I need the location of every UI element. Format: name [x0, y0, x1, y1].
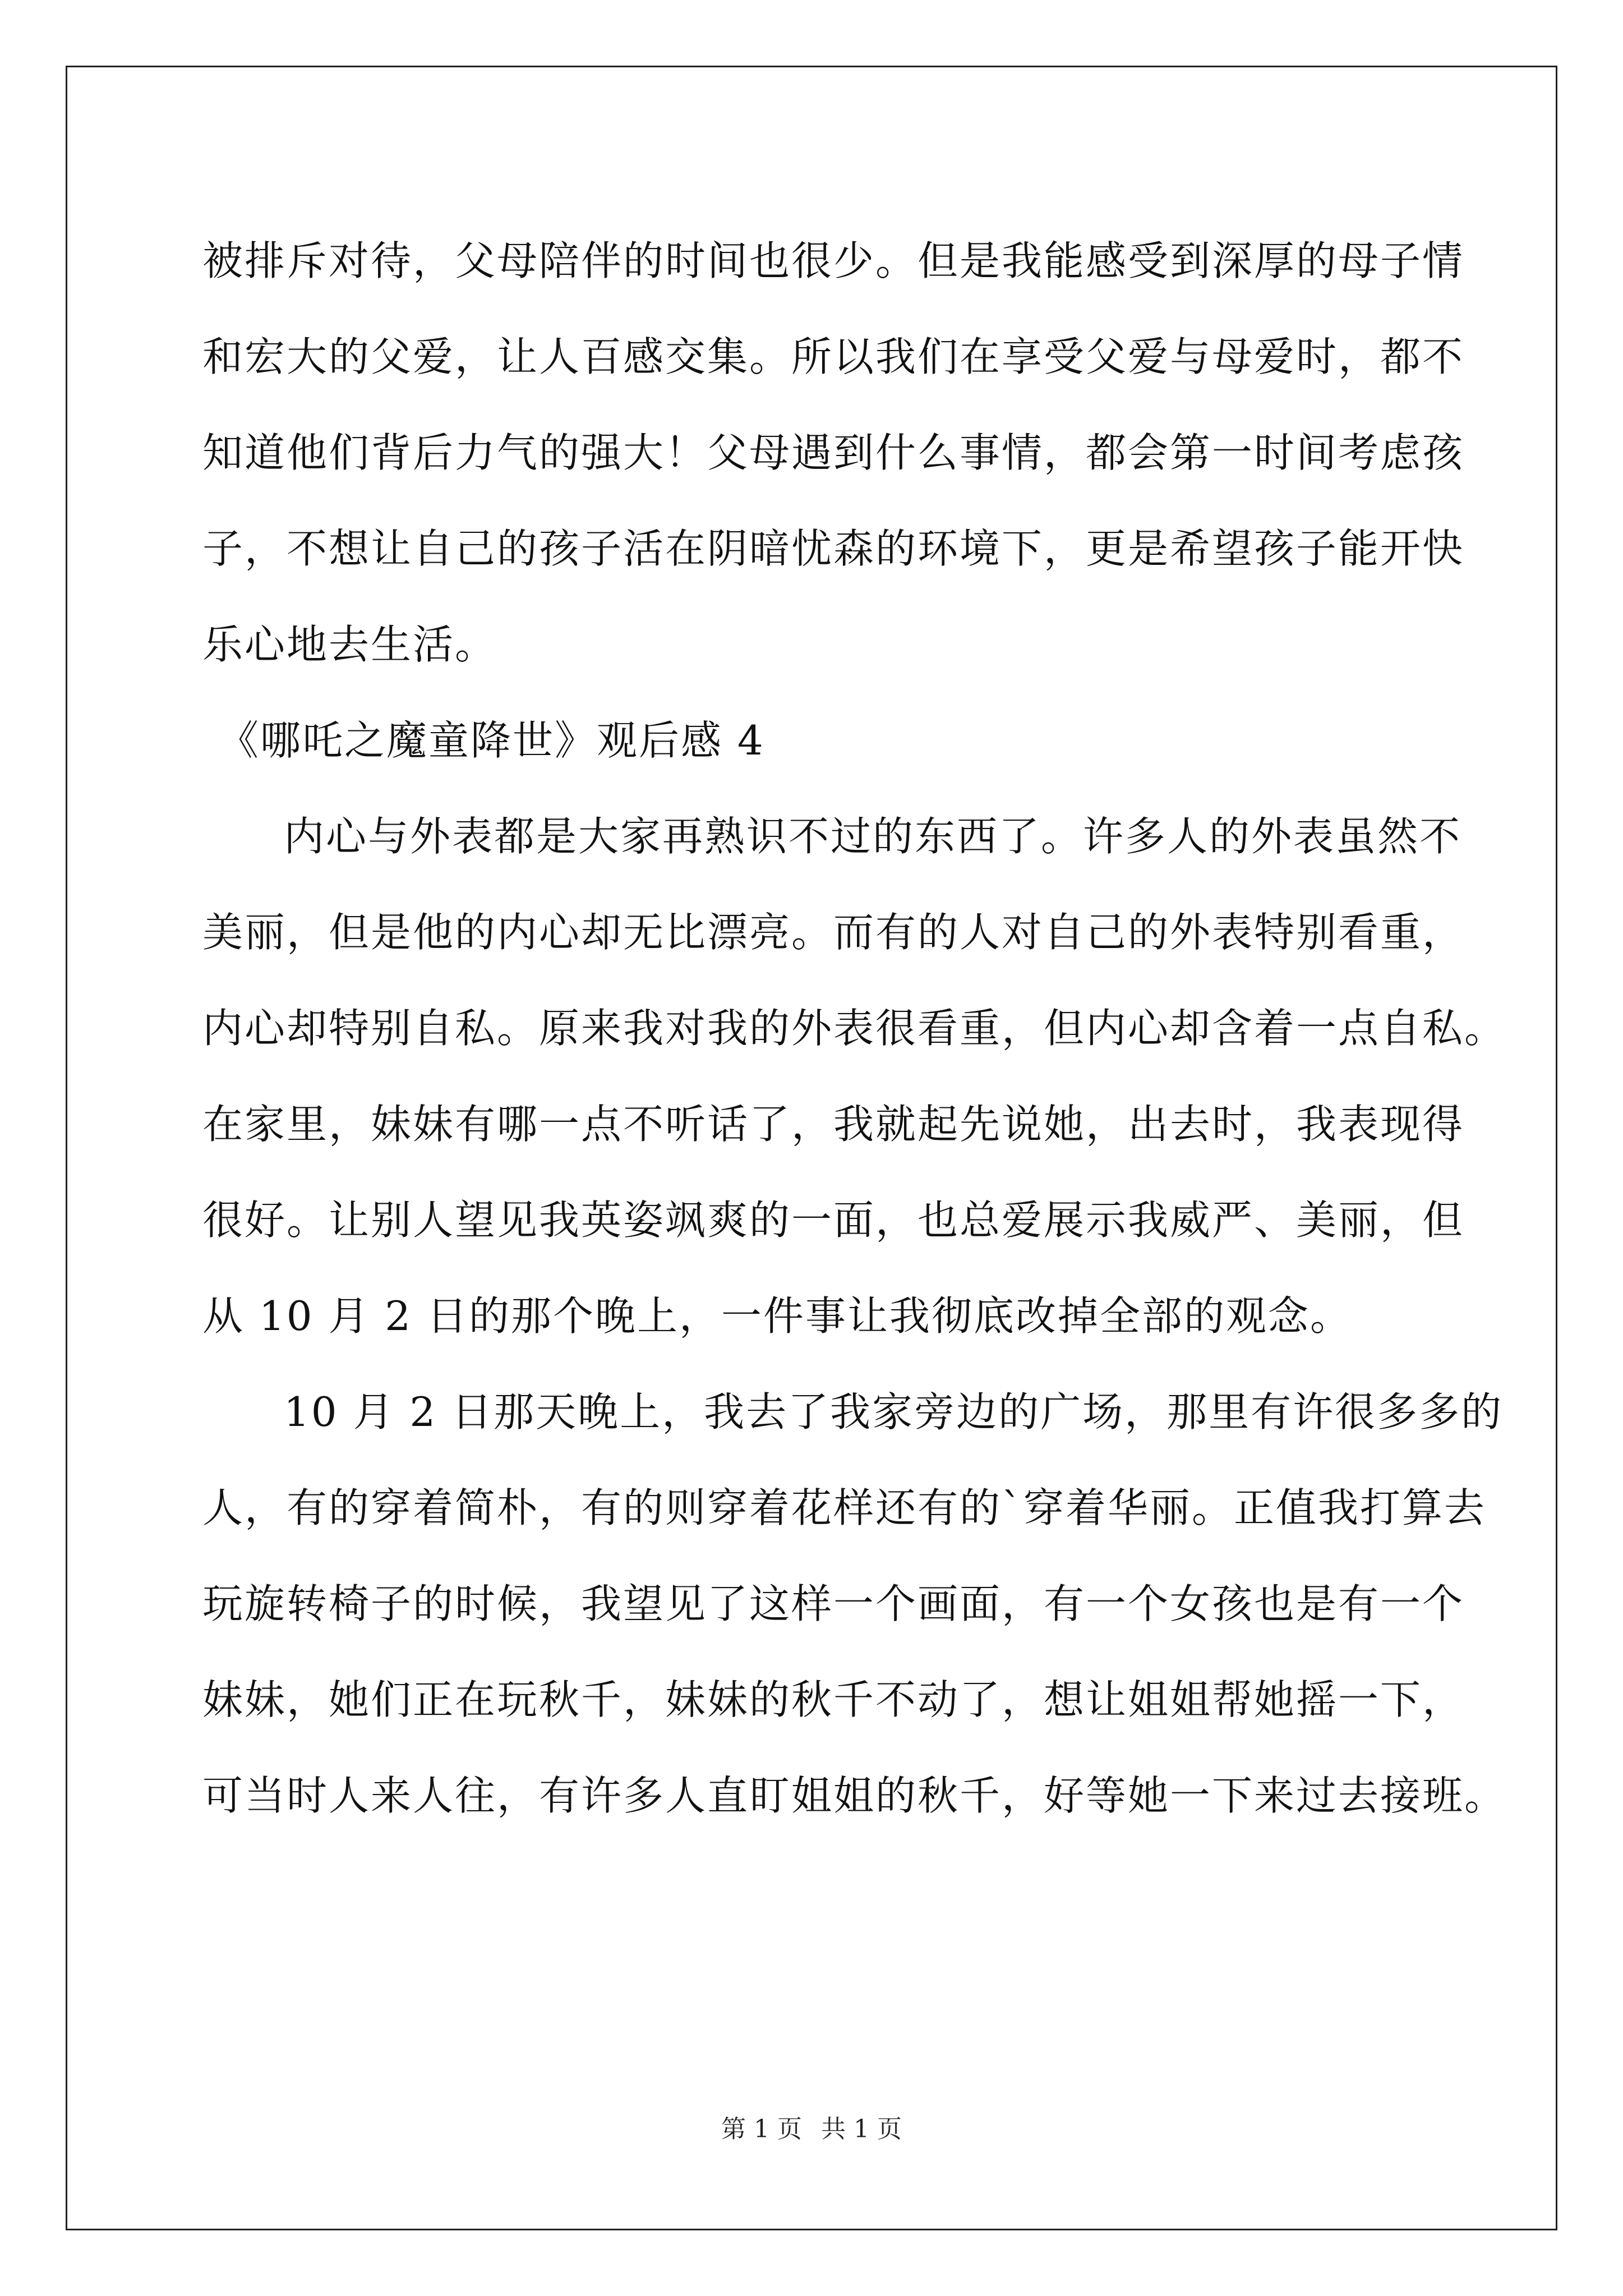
text-line-5: 乐心地去生活。 — [202, 621, 497, 668]
page-number-current: 第 1 页 — [721, 2115, 802, 2143]
text-line-11: 很好。让别人望见我英姿飒爽的一面，也总爱展示我威严、美丽，但 — [202, 1197, 1465, 1244]
text-line-17: 可当时人来人往，有许多人直盯姐姐的秋千，好等她一下来过去接班。 — [202, 1772, 1507, 1819]
text-line-16: 妹妹，她们正在玩秋千，妹妹的秋千不动了，想让姐姐帮她摇一下， — [202, 1676, 1465, 1723]
text-line-9: 内心却特别自私。原来我对我的外表很看重，但内心却含着一点自私。 — [202, 1005, 1507, 1052]
text-line-15: 玩旋转椅子的时候，我望见了这样一个画面，有一个女孩也是有一个 — [202, 1580, 1465, 1627]
paragraph-start-line: 内心与外表都是大家再熟识不过的东西了。许多人的外表虽然不 — [284, 813, 1462, 860]
page-footer — [0, 2113, 1623, 2146]
text-line-14: 人，有的穿着简朴，有的则穿着花样还有的`穿着华丽。正值我打算去 — [202, 1484, 1487, 1531]
text-line-3: 知道他们背后力气的强大！父母遇到什么事情，都会第一时间考虑孩 — [202, 429, 1465, 476]
document-body — [202, 213, 1507, 1844]
text-line-12: 从 10 月 2 日的那个晚上，一件事让我彻底改掉全部的观念。 — [202, 1292, 1352, 1340]
text-line-2: 和宏大的父爱，让人百感交集。所以我们在享受父爱与母爱时，都不 — [202, 333, 1465, 380]
section-heading: 《哪吒之魔童降世》观后感 4 — [218, 717, 765, 764]
text-line-4: 子，不想让自己的孩子活在阴暗忧森的环境下，更是希望孩子能开快 — [202, 525, 1465, 572]
text-line-8: 美丽，但是他的内心却无比漂亮。而有的人对自己的外表特别看重， — [202, 909, 1465, 956]
text-line-10: 在家里，妹妹有哪一点不听话了，我就起先说她，出去时，我表现得 — [202, 1101, 1465, 1148]
page-number-total: 共 1 页 — [821, 2115, 902, 2143]
paragraph-start-line: 10 月 2 日那天晚上，我去了我家旁边的广场，那里有许很多多的 — [284, 1388, 1504, 1435]
text-line-1: 被排斥对待，父母陪伴的时间也很少。但是我能感受到深厚的母子情 — [202, 237, 1465, 284]
